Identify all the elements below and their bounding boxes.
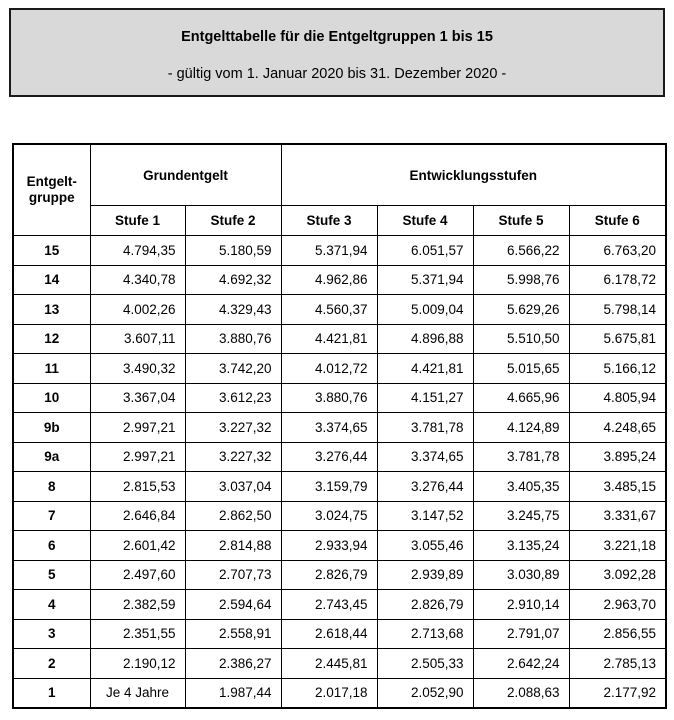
cell-stufe-4: 2.713,68 <box>377 619 473 649</box>
cell-stufe-6: 2.963,70 <box>569 590 666 620</box>
validity-subtitle: - gültig vom 1. Januar 2020 bis 31. Dezember 2020 - <box>167 66 507 82</box>
header-stufe: Stufe 4 <box>377 206 473 236</box>
header-stufe: Stufe 2 <box>185 206 281 236</box>
cell-stufe-3: 2.017,18 <box>281 678 377 708</box>
header-grundentgelt: Grundentgelt <box>90 144 281 206</box>
cell-stufe-2: 1.987,44 <box>185 678 281 708</box>
cell-stufe-1: 3.367,04 <box>90 383 185 413</box>
cell-entgeltgruppe: 15 <box>13 236 90 266</box>
table-row <box>13 413 666 443</box>
cell-stufe-1: 4.794,35 <box>90 236 185 266</box>
cell-stufe-6: 3.895,24 <box>569 442 666 472</box>
cell-stufe-3: 2.743,45 <box>281 590 377 620</box>
cell-stufe-5: 2.642,24 <box>473 649 569 679</box>
cell-stufe-4: 2.826,79 <box>377 590 473 620</box>
cell-stufe-3: 2.445,81 <box>281 649 377 679</box>
cell-stufe-5: 5.015,65 <box>473 354 569 384</box>
cell-stufe-3: 4.421,81 <box>281 324 377 354</box>
cell-stufe-3: 4.962,86 <box>281 265 377 295</box>
header-entwicklungsstufen: Entwicklungsstufen <box>281 144 666 206</box>
table-row <box>13 649 666 679</box>
cell-stufe-3: 2.618,44 <box>281 619 377 649</box>
cell-stufe-1: 2.190,12 <box>90 649 185 679</box>
cell-stufe-4: 2.505,33 <box>377 649 473 679</box>
cell-stufe-6: 5.798,14 <box>569 295 666 325</box>
cell-entgeltgruppe: 5 <box>13 560 90 590</box>
cell-stufe-6: 2.856,55 <box>569 619 666 649</box>
cell-stufe-2: 3.612,23 <box>185 383 281 413</box>
cell-entgeltgruppe: 9b <box>13 413 90 443</box>
cell-stufe-5: 4.124,89 <box>473 413 569 443</box>
cell-stufe-6: 4.805,94 <box>569 383 666 413</box>
cell-stufe-2: 3.880,76 <box>185 324 281 354</box>
cell-stufe-5: 2.088,63 <box>473 678 569 708</box>
cell-entgeltgruppe: 8 <box>13 472 90 502</box>
cell-stufe-2: 4.692,32 <box>185 265 281 295</box>
cell-stufe-4: 6.051,57 <box>377 236 473 266</box>
cell-stufe-1: 2.497,60 <box>90 560 185 590</box>
cell-stufe-5: 3.781,78 <box>473 442 569 472</box>
cell-stufe-4: 3.276,44 <box>377 472 473 502</box>
cell-stufe-1: 2.601,42 <box>90 531 185 561</box>
table-row <box>13 590 666 620</box>
cell-stufe-3: 4.012,72 <box>281 354 377 384</box>
cell-stufe-2: 4.329,43 <box>185 295 281 325</box>
cell-stufe-5: 3.405,35 <box>473 472 569 502</box>
table-row <box>13 531 666 561</box>
cell-stufe-4: 4.151,27 <box>377 383 473 413</box>
table-row <box>13 265 666 295</box>
header-stufe: Stufe 5 <box>473 206 569 236</box>
cell-stufe-6: 2.177,92 <box>569 678 666 708</box>
cell-stufe-5: 5.510,50 <box>473 324 569 354</box>
cell-entgeltgruppe: 1 <box>13 678 90 708</box>
cell-stufe-6: 2.785,13 <box>569 649 666 679</box>
cell-stufe-5: 3.030,89 <box>473 560 569 590</box>
cell-stufe-2: 3.227,32 <box>185 442 281 472</box>
table-row <box>13 324 666 354</box>
cell-stufe-5: 5.998,76 <box>473 265 569 295</box>
table-title: Entgelttabelle für die Entgeltgruppen 1 bis 15 <box>181 29 493 45</box>
cell-entgeltgruppe: 13 <box>13 295 90 325</box>
cell-entgeltgruppe: 4 <box>13 590 90 620</box>
cell-stufe-6: 3.485,15 <box>569 472 666 502</box>
cell-stufe-1: 3.490,32 <box>90 354 185 384</box>
cell-stufe-3: 3.880,76 <box>281 383 377 413</box>
cell-stufe-5: 2.910,14 <box>473 590 569 620</box>
cell-stufe-5: 4.665,96 <box>473 383 569 413</box>
table-row <box>13 295 666 325</box>
header-entgeltgruppe-label: Entgelt- gruppe <box>26 174 77 205</box>
cell-stufe-2: 3.227,32 <box>185 413 281 443</box>
cell-stufe-6: 4.248,65 <box>569 413 666 443</box>
cell-stufe-2: 2.707,73 <box>185 560 281 590</box>
cell-entgeltgruppe: 10 <box>13 383 90 413</box>
cell-stufe-1: 2.815,53 <box>90 472 185 502</box>
cell-stufe-2: 2.386,27 <box>185 649 281 679</box>
cell-stufe-6: 5.166,12 <box>569 354 666 384</box>
cell-stufe-4: 2.939,89 <box>377 560 473 590</box>
table-row <box>13 354 666 384</box>
cell-stufe-2: 5.180,59 <box>185 236 281 266</box>
cell-stufe-6: 5.675,81 <box>569 324 666 354</box>
table-row <box>13 472 666 502</box>
header-entgeltgruppe <box>13 144 90 236</box>
cell-stufe-1: 2.997,21 <box>90 413 185 443</box>
cell-stufe-5: 5.629,26 <box>473 295 569 325</box>
cell-stufe-3: 3.159,79 <box>281 472 377 502</box>
cell-stufe-4: 5.009,04 <box>377 295 473 325</box>
cell-stufe-1: 4.340,78 <box>90 265 185 295</box>
cell-stufe-3: 3.374,65 <box>281 413 377 443</box>
cell-stufe-3: 5.371,94 <box>281 236 377 266</box>
cell-stufe-3: 3.276,44 <box>281 442 377 472</box>
table-row <box>13 619 666 649</box>
cell-entgeltgruppe: 9a <box>13 442 90 472</box>
cell-stufe-1: 2.382,59 <box>90 590 185 620</box>
cell-stufe-1: 2.351,55 <box>90 619 185 649</box>
cell-stufe-4: 3.147,52 <box>377 501 473 531</box>
cell-stufe-1: 2.646,84 <box>90 501 185 531</box>
cell-stufe-3: 4.560,37 <box>281 295 377 325</box>
cell-stufe-5: 6.566,22 <box>473 236 569 266</box>
cell-entgeltgruppe: 6 <box>13 531 90 561</box>
header-stufe: Stufe 1 <box>90 206 185 236</box>
salary-table <box>12 143 667 709</box>
table-row <box>13 383 666 413</box>
table-row <box>13 501 666 531</box>
cell-stufe-2: 3.037,04 <box>185 472 281 502</box>
cell-stufe-6: 6.763,20 <box>569 236 666 266</box>
cell-stufe-1: 3.607,11 <box>90 324 185 354</box>
cell-stufe-1: 2.997,21 <box>90 442 185 472</box>
cell-stufe-6: 3.331,67 <box>569 501 666 531</box>
table-row <box>13 678 666 708</box>
cell-stufe-2: 2.862,50 <box>185 501 281 531</box>
cell-entgeltgruppe: 11 <box>13 354 90 384</box>
cell-stufe-3: 3.024,75 <box>281 501 377 531</box>
cell-stufe-2: 2.558,91 <box>185 619 281 649</box>
cell-stufe-4: 4.421,81 <box>377 354 473 384</box>
cell-stufe-2: 3.742,20 <box>185 354 281 384</box>
cell-entgeltgruppe: 12 <box>13 324 90 354</box>
cell-stufe-4: 2.052,90 <box>377 678 473 708</box>
cell-entgeltgruppe: 2 <box>13 649 90 679</box>
table-row <box>13 442 666 472</box>
cell-stufe-4: 3.374,65 <box>377 442 473 472</box>
header-stufe: Stufe 3 <box>281 206 377 236</box>
cell-stufe-6: 6.178,72 <box>569 265 666 295</box>
table-row <box>13 560 666 590</box>
header-stufe: Stufe 6 <box>569 206 666 236</box>
cell-stufe-6: 3.092,28 <box>569 560 666 590</box>
cell-stufe-4: 3.055,46 <box>377 531 473 561</box>
cell-stufe-3: 2.933,94 <box>281 531 377 561</box>
cell-stufe-4: 3.781,78 <box>377 413 473 443</box>
cell-entgeltgruppe: 7 <box>13 501 90 531</box>
cell-stufe-5: 3.135,24 <box>473 531 569 561</box>
cell-entgeltgruppe: 14 <box>13 265 90 295</box>
cell-stufe-3: 2.826,79 <box>281 560 377 590</box>
cell-stufe-1: Je 4 Jahre <box>90 678 185 708</box>
stufe-header-row <box>13 206 666 236</box>
cell-stufe-4: 5.371,94 <box>377 265 473 295</box>
title-box <box>9 8 665 97</box>
cell-stufe-4: 4.896,88 <box>377 324 473 354</box>
cell-entgeltgruppe: 3 <box>13 619 90 649</box>
cell-stufe-2: 2.814,88 <box>185 531 281 561</box>
cell-stufe-5: 2.791,07 <box>473 619 569 649</box>
cell-stufe-1: 4.002,26 <box>90 295 185 325</box>
cell-stufe-2: 2.594,64 <box>185 590 281 620</box>
table-row <box>13 236 666 266</box>
cell-stufe-5: 3.245,75 <box>473 501 569 531</box>
cell-stufe-6: 3.221,18 <box>569 531 666 561</box>
